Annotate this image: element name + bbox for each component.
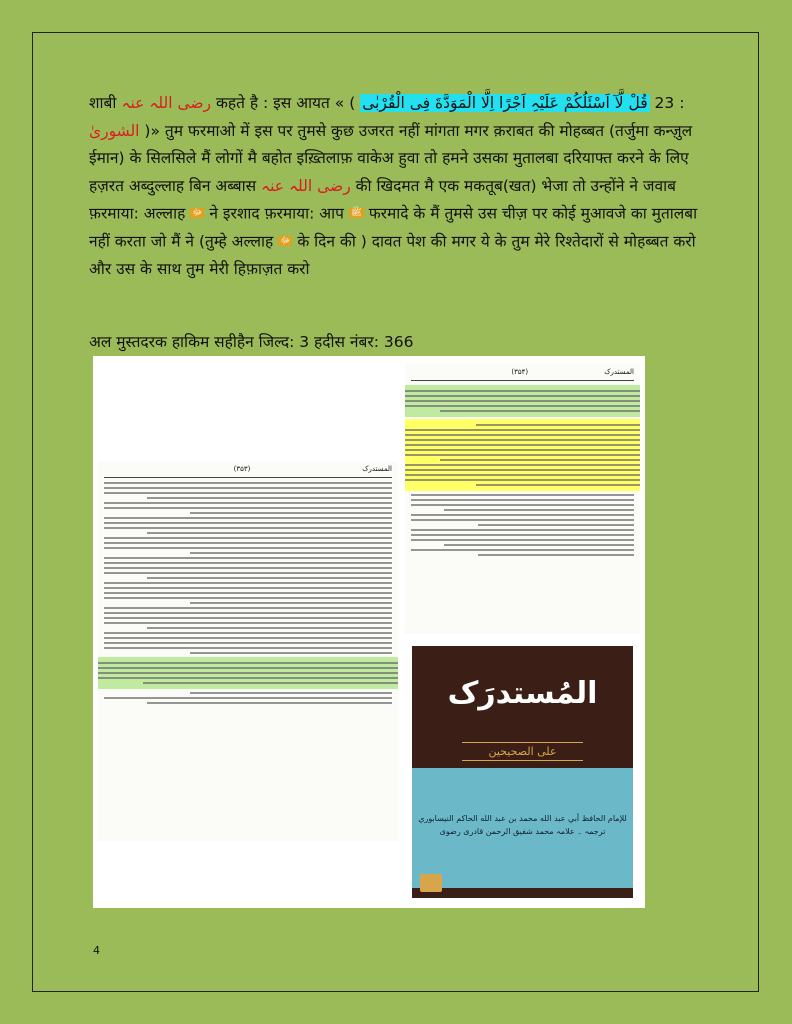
page-header xyxy=(104,465,392,478)
text-segment: फरमादे के मैं तुमसे उस चीज़ पर कोई मुआवजे का मुतालबा नहीं करता जो मैं ने (तुम्हे अल्लाह xyxy=(89,204,698,251)
arabic-text-block xyxy=(104,482,392,654)
footnote-block xyxy=(104,692,392,704)
text-segment: ने इरशाद फ़रमाया: आप xyxy=(209,204,344,223)
text-segment: शाबी xyxy=(89,94,117,112)
page-number: 4 xyxy=(93,944,100,957)
book-cover xyxy=(412,646,633,898)
jalla-jalaluhu-icon: ﷻ xyxy=(192,208,203,219)
radi-allahu-anhu-2: رضی اللہ عنہ xyxy=(261,176,351,195)
highlighted-hadith-green xyxy=(405,385,640,417)
highlighted-translation-yellow xyxy=(405,419,640,491)
page-header xyxy=(411,368,634,381)
page-header-number: (۳۵۴) xyxy=(511,368,529,376)
scanned-page-right xyxy=(405,364,640,634)
quran-verse-highlight: قُلْ لَّآ اَسْئَلُکُمْ عَلَیْہِ اَجْرًا اِلَّا الْمَوَدَّةَ فِی الْقُرْبٰی xyxy=(362,94,648,112)
page-header-title: المستدرک xyxy=(604,368,634,376)
surah-name: الشوریٰ xyxy=(89,121,140,140)
page-header-title: المستدرک xyxy=(362,465,392,473)
text-segment: )» तुम फरमाओ में इस पर तुमसे कुछ उजरत नहीं मांगता मगर क़राबत की मोहब्बत (तर्जुमा कन्ज़ुल ईमान) के सिलसिले मैं लोगों मै बहोत इख़्तिलाफ़ वाकेअ हुवा तो हमने उसका मुतालबा दरियाफ्त करने के लिए हज़रत अब्दुल्लाह बिन अब्बास xyxy=(89,121,693,195)
book-translator-line: ترجمہ ۔ علامہ محمد شفیق الرحمن قادری رضوی xyxy=(439,827,606,836)
scanned-book-image xyxy=(93,356,645,908)
book-author-line: للإمام الحافظ أبي عبد الله محمد بن عبد الله الحاكم النيسابوري xyxy=(418,814,627,823)
book-author xyxy=(412,812,633,838)
jalla-jalaluhu-icon: ﷻ xyxy=(280,236,291,247)
scanned-page-left xyxy=(98,461,398,841)
reference-line: अल मुस्तदरक हाकिम सहीहैन जिल्द: 3 हदीस नंबर: 366 xyxy=(89,333,414,351)
book-subtitle: علی الصحیحین xyxy=(462,742,583,761)
page-header-number: (۳۵۳) xyxy=(233,465,251,473)
text-segment: कहते है : इस आयत « ( xyxy=(215,94,356,112)
publisher-logo-icon xyxy=(420,874,442,892)
book-cover-band xyxy=(412,768,633,888)
book-title: المُستدرَک xyxy=(447,676,598,711)
text-segment: की खिदमत मै एक मकतूब(खत) भेजा तो उन्होंने ने जवाब फ़रमाया: अल्लाह xyxy=(89,176,676,223)
arabic-text-block xyxy=(411,494,634,556)
highlighted-hadith-green xyxy=(98,657,398,689)
surah-number: 23 : xyxy=(654,94,685,112)
salallahu-alayhi-wasallam-icon: ﷺ xyxy=(350,208,362,219)
radi-allahu-anhu-1: رضی اللہ عنہ xyxy=(121,94,212,112)
main-paragraph xyxy=(89,90,705,284)
text-segment: के दिन की ) दावत पेश की मगर ये के तुम मेरे रिश्तेदारों से मोहब्बत करो और उस के साथ तुम मेरी हिफ़ाज़त करो xyxy=(89,232,696,279)
